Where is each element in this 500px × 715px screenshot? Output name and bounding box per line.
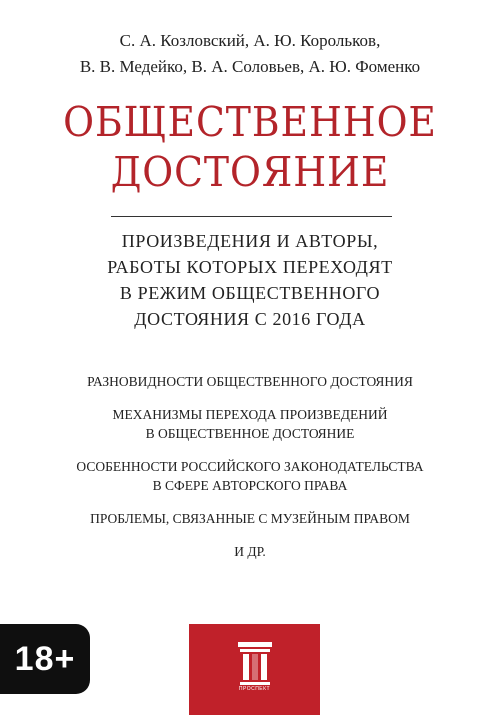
title-line: ОБЩЕСТВЕННОЕ xyxy=(63,98,437,146)
feature-line: ПРОБЛЕМЫ, СВЯЗАННЫЕ С МУЗЕЙНЫМ ПРАВОМ xyxy=(90,511,410,526)
authors-line: В. В. Медейко, В. А. Соловьев, А. Ю. Фоменко xyxy=(79,57,421,76)
feature-line: ОСОБЕННОСТИ РОССИЙСКОГО ЗАКОНОДАТЕЛЬСТВА xyxy=(76,459,424,474)
title-line: ДОСТОЯНИЕ xyxy=(110,148,390,196)
publisher-pillar-logo-icon xyxy=(238,642,272,688)
feature-item xyxy=(0,372,500,391)
authors-line: С. А. Козловский, А. Ю. Корольков, xyxy=(119,31,381,50)
authors-block xyxy=(0,28,500,80)
feature-item xyxy=(0,405,500,443)
subtitle-line: ПРОИЗВЕДЕНИЯ И АВТОРЫ, xyxy=(121,231,379,251)
feature-line: РАЗНОВИДНОСТИ ОБЩЕСТВЕННОГО ДОСТОЯНИЯ xyxy=(87,374,413,389)
subtitle-line: РАБОТЫ КОТОРЫХ ПЕРЕХОДЯТ xyxy=(107,257,393,277)
feature-item xyxy=(0,542,500,561)
subtitle-line: ДОСТОЯНИЯ С 2016 ГОДА xyxy=(134,309,366,329)
subtitle-line: В РЕЖИМ ОБЩЕСТВЕННОГО xyxy=(119,283,381,303)
title-divider xyxy=(111,216,392,217)
book-subtitle xyxy=(0,228,500,332)
feature-line: В ОБЩЕСТВЕННОЕ ДОСТОЯНИЕ xyxy=(145,426,355,441)
feature-line: И ДР. xyxy=(234,544,266,559)
feature-line: В СФЕРЕ АВТОРСКОГО ПРАВА xyxy=(152,478,348,493)
feature-item xyxy=(0,457,500,495)
book-title xyxy=(20,97,480,197)
features-list xyxy=(0,372,500,575)
age-rating-badge: 18+ xyxy=(0,624,90,694)
publisher-name: ПРОСПЕКТ xyxy=(238,686,271,692)
publisher-bar xyxy=(189,624,320,715)
feature-item xyxy=(0,509,500,528)
feature-line: МЕХАНИЗМЫ ПЕРЕХОДА ПРОИЗВЕДЕНИЙ xyxy=(112,407,388,422)
